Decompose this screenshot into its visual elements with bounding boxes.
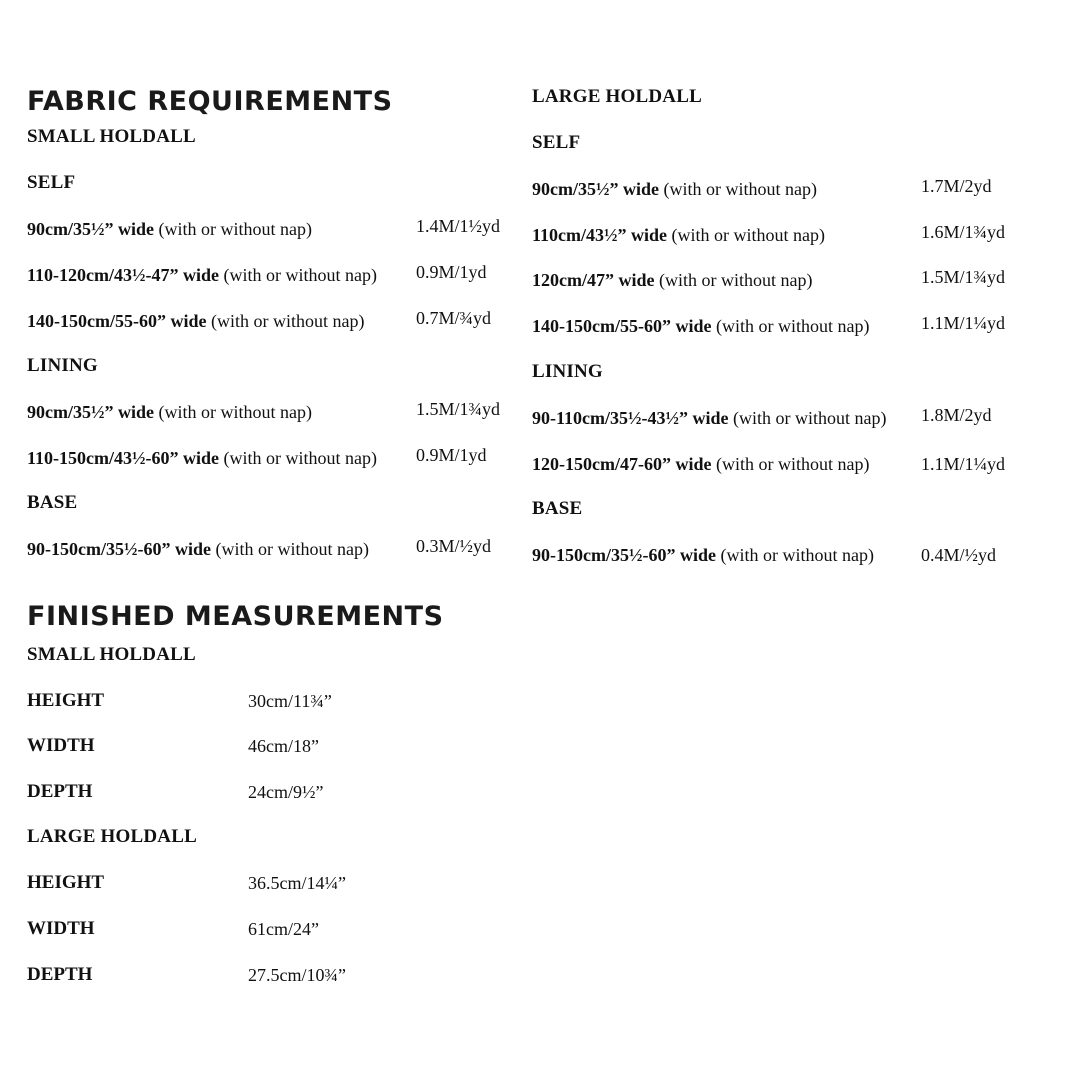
- large-self-row-3: [532, 269, 812, 291]
- large-self-amount-1: 1.7M/2yd: [921, 176, 992, 196]
- fabric-width: 90-150cm/35½-60” wide: [532, 545, 716, 565]
- small-self-row-2: [27, 264, 377, 286]
- small-lining-heading: LINING: [27, 355, 98, 376]
- fabric-width: 120cm/47” wide: [532, 270, 655, 290]
- fabric-width: 90cm/35½” wide: [27, 219, 154, 239]
- nap-note: (with or without nap): [732, 408, 887, 428]
- fabric-width: 110-120cm/43½-47” wide: [27, 265, 219, 285]
- small-depth-value: 24cm/9½”: [248, 782, 324, 802]
- small-lining-amount-1: 1.5M/1¾yd: [416, 399, 501, 419]
- small-self-amount-3: 0.7M/¾yd: [416, 308, 492, 328]
- large-depth-value: 27.5cm/10¾”: [248, 965, 346, 985]
- large-lining-row-1: [532, 407, 886, 429]
- nap-note: (with or without nap): [720, 545, 874, 565]
- small-self-row-3: [27, 310, 364, 332]
- fabric-width: 90-150cm/35½-60” wide: [27, 539, 211, 559]
- nap-note: (with or without nap): [223, 448, 377, 468]
- fabric-width: 90-110cm/35½-43½” wide: [532, 408, 729, 428]
- large-height-label: HEIGHT: [27, 872, 105, 893]
- small-lining-amount-2: 0.9M/1yd: [416, 445, 487, 465]
- nap-note: (with or without nap): [671, 225, 825, 245]
- large-holdall-heading: LARGE HOLDALL: [532, 86, 702, 107]
- large-lining-heading: LINING: [532, 361, 603, 382]
- large-width-value: 61cm/24”: [248, 919, 319, 939]
- large-self-row-4: [532, 315, 869, 337]
- large-self-row-2: [532, 224, 825, 246]
- small-holdall-heading: SMALL HOLDALL: [27, 126, 196, 147]
- small-base-row-1: [27, 538, 369, 560]
- large-lining-row-2: [532, 453, 869, 475]
- nap-note: (with or without nap): [658, 270, 813, 290]
- large-base-heading: BASE: [532, 498, 583, 519]
- large-width-label: WIDTH: [27, 918, 95, 939]
- finished-small-heading: SMALL HOLDALL: [27, 644, 196, 665]
- fabric-width: 90cm/35½” wide: [27, 402, 154, 422]
- fabric-width: 140-150cm/55-60” wide: [532, 316, 712, 336]
- small-base-amount-1: 0.3M/½yd: [416, 536, 492, 556]
- small-depth-label: DEPTH: [27, 781, 93, 802]
- small-width-value: 46cm/18”: [248, 736, 319, 756]
- large-lining-amount-1: 1.8M/2yd: [921, 405, 992, 425]
- nap-note: (with or without nap): [158, 402, 312, 422]
- fabric-width: 110cm/43½” wide: [532, 225, 667, 245]
- small-self-heading: SELF: [27, 172, 76, 193]
- small-height-value: 30cm/11¾”: [248, 691, 332, 711]
- large-lining-amount-2: 1.1M/1¼yd: [921, 454, 1006, 474]
- small-self-amount-2: 0.9M/1yd: [416, 262, 487, 282]
- nap-note: (with or without nap): [158, 219, 312, 239]
- large-base-row-1: [532, 544, 874, 566]
- small-width-label: WIDTH: [27, 735, 95, 756]
- large-self-heading: SELF: [532, 132, 581, 153]
- nap-note: (with or without nap): [715, 454, 870, 474]
- nap-note: (with or without nap): [663, 179, 817, 199]
- finished-measurements-heading: FINISHED MEASUREMENTS: [27, 601, 444, 632]
- large-self-amount-4: 1.1M/1¼yd: [921, 313, 1006, 333]
- nap-note: (with or without nap): [210, 311, 365, 331]
- small-lining-row-1: [27, 401, 312, 423]
- small-lining-row-2: [27, 447, 377, 469]
- small-base-heading: BASE: [27, 492, 78, 513]
- large-depth-label: DEPTH: [27, 964, 93, 985]
- large-self-amount-3: 1.5M/1¾yd: [921, 267, 1006, 287]
- nap-note: (with or without nap): [715, 316, 870, 336]
- small-self-amount-1: 1.4M/1½yd: [416, 216, 501, 236]
- small-height-label: HEIGHT: [27, 690, 105, 711]
- small-self-row-1: [27, 218, 312, 240]
- fabric-requirements-heading: FABRIC REQUIREMENTS: [27, 86, 393, 117]
- large-self-row-1: [532, 178, 817, 200]
- fabric-width: 120-150cm/47-60” wide: [532, 454, 712, 474]
- finished-large-heading: LARGE HOLDALL: [27, 826, 197, 847]
- large-height-value: 36.5cm/14¼”: [248, 873, 346, 893]
- nap-note: (with or without nap): [223, 265, 377, 285]
- fabric-width: 90cm/35½” wide: [532, 179, 659, 199]
- large-self-amount-2: 1.6M/1¾yd: [921, 222, 1006, 242]
- nap-note: (with or without nap): [215, 539, 369, 559]
- large-base-amount-1: 0.4M/½yd: [921, 545, 997, 565]
- fabric-width: 110-150cm/43½-60” wide: [27, 448, 219, 468]
- fabric-width: 140-150cm/55-60” wide: [27, 311, 207, 331]
